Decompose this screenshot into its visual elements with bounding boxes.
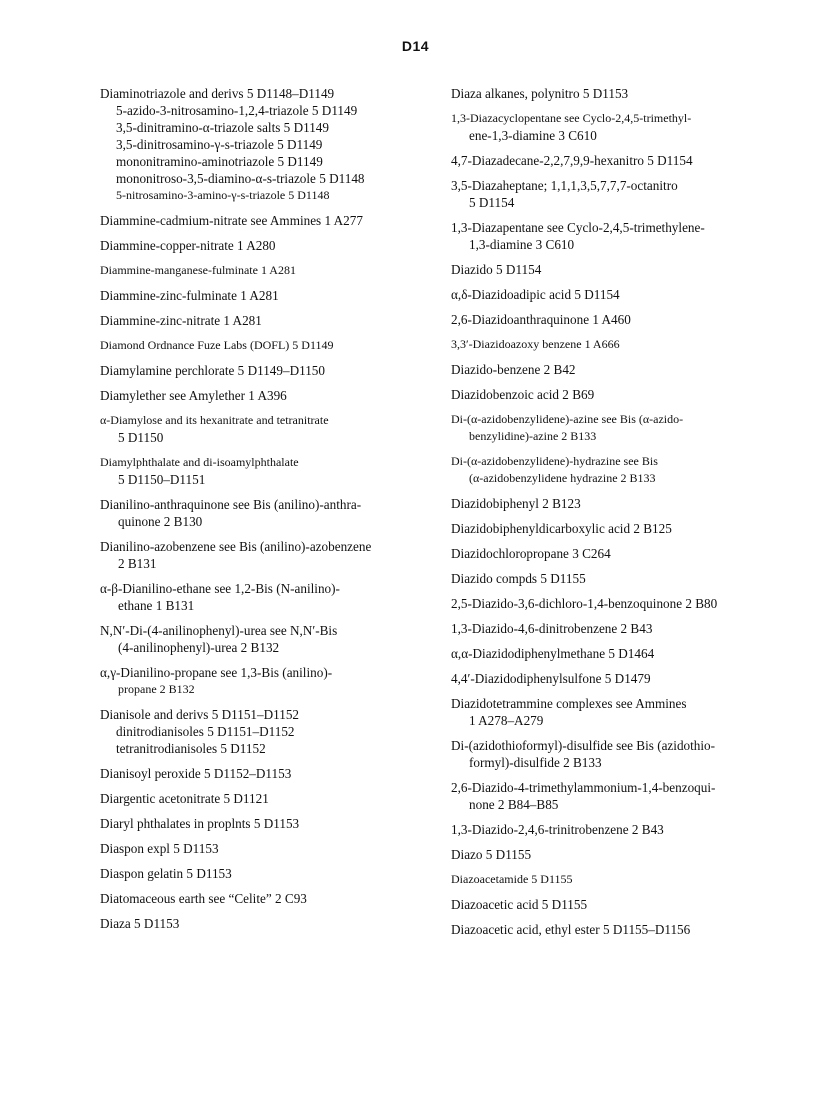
index-entry	[100, 765, 430, 782]
index-entry	[100, 412, 430, 446]
index-entry	[100, 580, 430, 614]
index-entry	[451, 645, 791, 662]
index-entry	[451, 386, 791, 403]
index-entry	[100, 85, 430, 204]
sub-entry: 3,5-dinitramino-α-triazole salts 5 D1149	[116, 120, 329, 135]
entry-heading: Diazoacetic acid, ethyl ester 5 D1155–D1156	[451, 922, 691, 937]
entry-heading: Di-(azidothioformyl)-disulfide see Bis (azidothio-	[451, 738, 716, 753]
sub-entry: 5-azido-3-nitrosamino-1,2,4-triazole 5 D1149	[116, 103, 358, 118]
entry-heading: Diammine-cadmium-nitrate see Ammines 1 A277	[100, 213, 363, 228]
entry-heading: Diamylamine perchlorate 5 D1149–D1150	[100, 363, 325, 378]
index-entry	[451, 570, 791, 587]
entry-heading: Diaza 5 D1153	[100, 916, 180, 931]
index-entry	[451, 737, 791, 771]
entry-heading: Diazidochloropropane 3 C264	[451, 546, 611, 561]
entry-heading: 1,3-Diazacyclopentane see Cyclo-2,4,5-trimethyl-	[451, 111, 692, 125]
entry-heading: Dianisoyl peroxide 5 D1152–D1153	[100, 766, 292, 781]
index-entry	[451, 871, 791, 888]
entry-continuation: 5 D1150–D1151	[118, 472, 206, 487]
index-entry	[451, 821, 791, 838]
sub-entry: mononitroso-3,5-diamino-α-s-triazole 5 D1148	[116, 171, 365, 186]
index-entry	[451, 219, 791, 253]
index-entry	[451, 311, 791, 328]
entry-heading: 3,3′-Diazidoazoxy benzene 1 A666	[451, 337, 620, 351]
entry-heading: Diaminotriazole and derivs 5 D1148–D1149	[100, 86, 335, 101]
entry-heading: 1,3-Diazido-2,4,6-trinitrobenzene 2 B43	[451, 822, 664, 837]
entry-heading: α,α-Diazidodiphenylmethane 5 D1464	[451, 646, 655, 661]
index-entry	[451, 620, 791, 637]
entry-heading: 2,5-Diazido-3,6-dichloro-1,4-benzoquinone 2 B80	[451, 596, 718, 611]
index-entry	[100, 865, 430, 882]
entry-heading: N,N′-Di-(4-anilinophenyl)-urea see N,N′-Bis	[100, 623, 338, 638]
index-entry	[100, 815, 430, 832]
index-entry	[451, 670, 791, 687]
entry-heading: Diazidotetrammine complexes see Ammines	[451, 696, 687, 711]
entry-heading: 1,3-Diazido-4,6-dinitrobenzene 2 B43	[451, 621, 653, 636]
entry-heading: Di-(α-azidobenzylidene)-azine see Bis (α-azido-	[451, 412, 684, 426]
entry-heading: Diazidobiphenyl 2 B123	[451, 496, 581, 511]
entry-heading: Diazo 5 D1155	[451, 847, 532, 862]
index-entry	[451, 261, 791, 278]
index-entry	[100, 840, 430, 857]
index-entry	[451, 411, 791, 445]
index-entry	[100, 538, 430, 572]
entry-heading: 3,5-Diazaheptane; 1,1,1,3,5,7,7,7-octanitro	[451, 178, 678, 193]
entry-heading: Diamond Ordnance Fuze Labs (DOFL) 5 D1149	[100, 338, 334, 352]
entry-continuation: ene-1,3-diamine 3 C610	[469, 128, 597, 143]
entry-heading: 4,7-Diazadecane-2,2,7,9,9-hexanitro 5 D1154	[451, 153, 693, 168]
entry-continuation: benzylidine)-azine 2 B133	[469, 429, 597, 443]
index-entry	[100, 790, 430, 807]
index-entry	[451, 152, 791, 169]
entry-heading: 2,6-Diazidoanthraquinone 1 A460	[451, 312, 631, 327]
index-entry	[451, 520, 791, 537]
index-entry	[100, 337, 430, 354]
index-entry	[100, 287, 430, 304]
entry-heading: 2,6-Diazido-4-trimethylammonium-1,4-benzoqui-	[451, 780, 716, 795]
index-entry	[100, 664, 430, 698]
sub-entry: 5-nitrosamino-3-amino-γ-s-triazole 5 D1148	[116, 188, 330, 202]
index-entry	[100, 706, 430, 757]
index-entry	[451, 545, 791, 562]
entry-heading: Diaryl phthalates in proplnts 5 D1153	[100, 816, 300, 831]
index-entry	[451, 921, 791, 938]
entry-heading: α-β-Dianilino-ethane see 1,2-Bis (N-anilino)-	[100, 581, 340, 596]
entry-heading: Diazoacetamide 5 D1155	[451, 872, 573, 886]
entry-continuation: 5 D1154	[469, 195, 515, 210]
index-entry	[451, 846, 791, 863]
entry-heading: Di-(α-azidobenzylidene)-hydrazine see Bis	[451, 454, 658, 468]
entry-continuation: formyl)-disulfide 2 B133	[469, 755, 602, 770]
index-entry	[451, 361, 791, 378]
entry-heading: Diammine-manganese-fulminate 1 A281	[100, 263, 296, 277]
right-column	[451, 85, 791, 946]
index-entry	[100, 387, 430, 404]
index-entry	[451, 453, 791, 487]
entry-heading: Diazido-benzene 2 B42	[451, 362, 576, 377]
index-entry	[451, 177, 791, 211]
entry-heading: Diammine-zinc-fulminate 1 A281	[100, 288, 279, 303]
left-column	[100, 85, 430, 940]
entry-heading: α-Diamylose and its hexanitrate and tetranitrate	[100, 413, 329, 427]
index-entry	[451, 495, 791, 512]
entry-continuation: ethane 1 B131	[118, 598, 195, 613]
index-entry	[451, 85, 791, 102]
index-entry	[100, 496, 430, 530]
entry-heading: Dianisole and derivs 5 D1151–D1152	[100, 707, 300, 722]
entry-heading: α,δ-Diazidoadipic acid 5 D1154	[451, 287, 620, 302]
index-entry	[451, 896, 791, 913]
entry-heading: Diamylphthalate and di-isoamylphthalate	[100, 455, 299, 469]
entry-heading: Diaza alkanes, polynitro 5 D1153	[451, 86, 629, 101]
index-entry	[100, 454, 430, 488]
entry-heading: Diaspon gelatin 5 D1153	[100, 866, 232, 881]
index-entry	[451, 595, 791, 612]
entry-heading: Diazido 5 D1154	[451, 262, 542, 277]
entry-heading: Diargentic acetonitrate 5 D1121	[100, 791, 269, 806]
entry-heading: Diammine-copper-nitrate 1 A280	[100, 238, 276, 253]
sub-entry: mononitramino-aminotriazole 5 D1149	[116, 154, 323, 169]
entry-continuation: quinone 2 B130	[118, 514, 203, 529]
entry-continuation: (4-anilinophenyl)-urea 2 B132	[118, 640, 280, 655]
index-entry	[100, 890, 430, 907]
sub-entry: tetranitrodianisoles 5 D1152	[116, 741, 266, 756]
index-entry	[100, 362, 430, 379]
index-entry	[451, 286, 791, 303]
entry-heading: Dianilino-azobenzene see Bis (anilino)-azobenzene	[100, 539, 372, 554]
entry-heading: Diatomaceous earth see “Celite” 2 C93	[100, 891, 307, 906]
index-entry	[100, 622, 430, 656]
entry-heading: Diammine-zinc-nitrate 1 A281	[100, 313, 262, 328]
entry-heading: Diazidobiphenyldicarboxylic acid 2 B125	[451, 521, 672, 536]
index-entry	[451, 336, 791, 353]
entry-heading: Diazoacetic acid 5 D1155	[451, 897, 588, 912]
index-entry	[100, 237, 430, 254]
entry-continuation: none 2 B84–B85	[469, 797, 559, 812]
entry-continuation: 5 D1150	[118, 430, 164, 445]
entry-heading: α,γ-Dianilino-propane see 1,3-Bis (anilino)-	[100, 665, 333, 680]
entry-heading: 4,4′-Diazidodiphenylsulfone 5 D1479	[451, 671, 651, 686]
index-entry	[451, 695, 791, 729]
entry-continuation: propane 2 B132	[118, 682, 195, 696]
entry-heading: Diazido compds 5 D1155	[451, 571, 586, 586]
index-entry	[100, 262, 430, 279]
entry-heading: Diazidobenzoic acid 2 B69	[451, 387, 595, 402]
index-entry	[100, 312, 430, 329]
index-entry	[451, 110, 791, 144]
sub-entry: 3,5-dinitrosamino-γ-s-triazole 5 D1149	[116, 137, 323, 152]
index-entry	[100, 212, 430, 229]
entry-heading: Dianilino-anthraquinone see Bis (anilino)-anthra-	[100, 497, 362, 512]
entry-heading: Diaspon expl 5 D1153	[100, 841, 219, 856]
page-number: D14	[401, 38, 430, 54]
entry-continuation: 1 A278–A279	[469, 713, 544, 728]
entry-continuation: 1,3-diamine 3 C610	[469, 237, 575, 252]
entry-continuation: (α-azidobenzylidene hydrazine 2 B133	[469, 471, 656, 485]
sub-entry: dinitrodianisoles 5 D1151–D1152	[116, 724, 295, 739]
index-entry	[451, 779, 791, 813]
entry-continuation: 2 B131	[118, 556, 157, 571]
entry-heading: Diamylether see Amylether 1 A396	[100, 388, 287, 403]
index-entry	[100, 915, 430, 932]
entry-heading: 1,3-Diazapentane see Cyclo-2,4,5-trimethylene-	[451, 220, 705, 235]
